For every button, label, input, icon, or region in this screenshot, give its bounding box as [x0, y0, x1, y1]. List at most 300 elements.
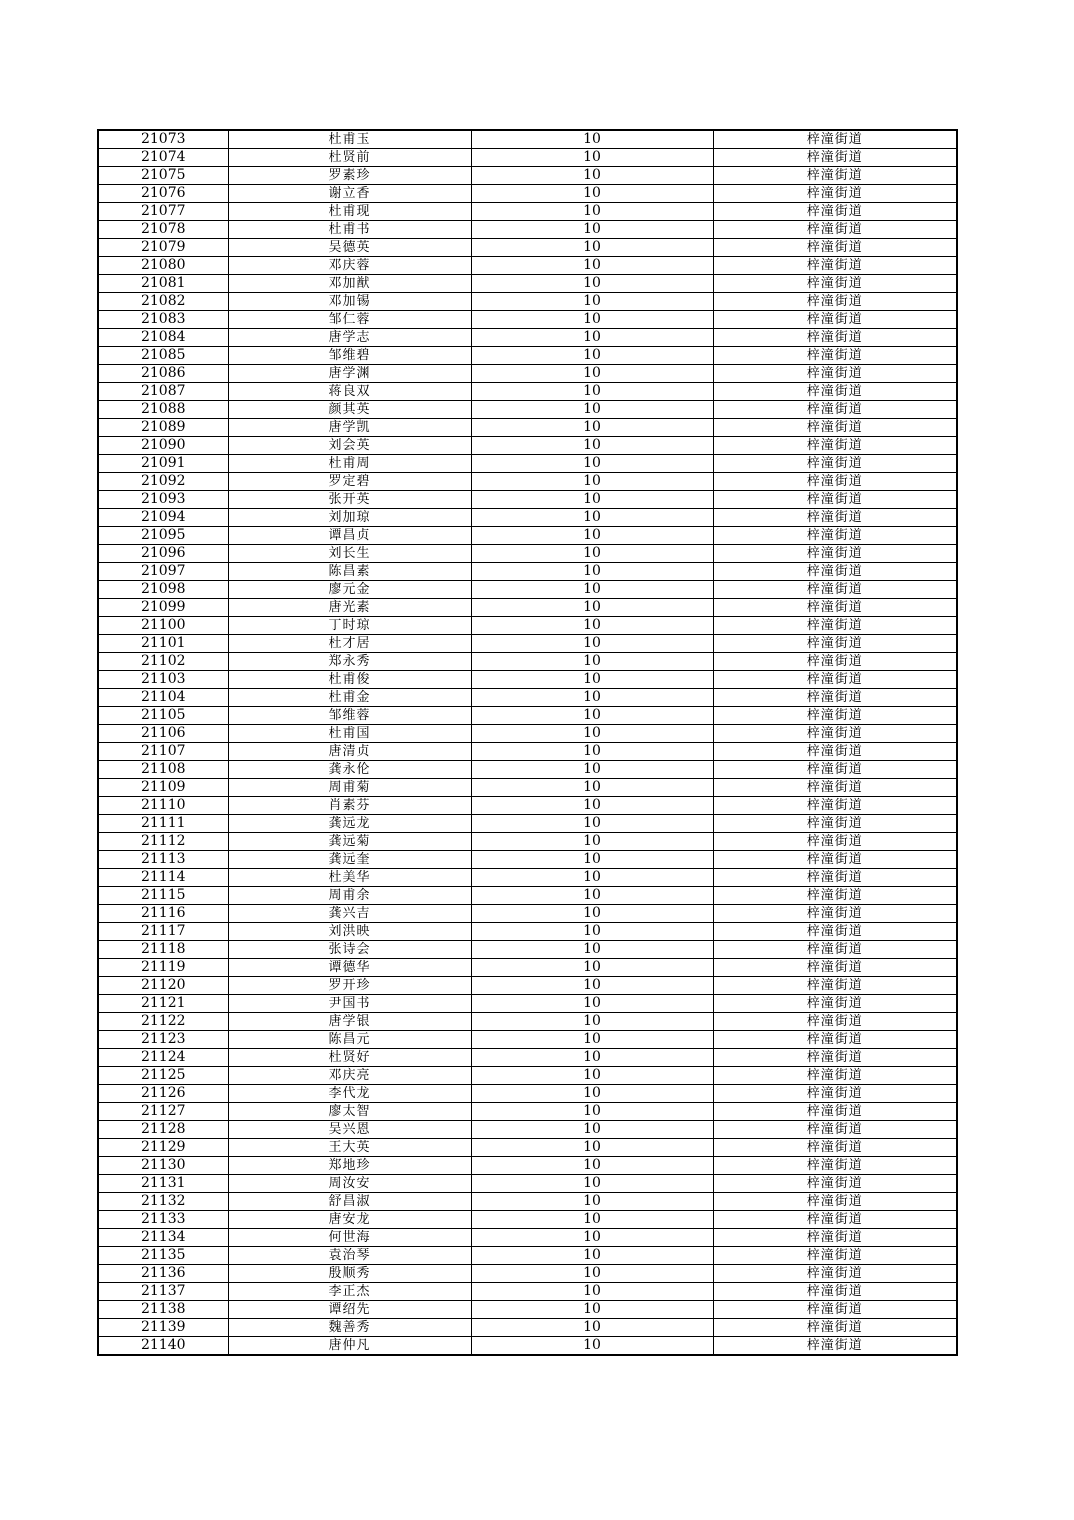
- row-number-cell: 21104: [98, 689, 228, 707]
- person-name-cell: 唐光素: [228, 599, 471, 617]
- person-name-cell: 龚远龙: [228, 815, 471, 833]
- row-number-cell: 21096: [98, 545, 228, 563]
- street-cell: 梓潼街道: [713, 419, 957, 437]
- street-cell: 梓潼街道: [713, 689, 957, 707]
- street-cell: 梓潼街道: [713, 869, 957, 887]
- person-name-cell: 廖元金: [228, 581, 471, 599]
- row-number-cell: 21128: [98, 1121, 228, 1139]
- person-name-cell: 郑永秀: [228, 653, 471, 671]
- amount-cell: 10: [471, 1049, 713, 1067]
- amount-cell: 10: [471, 1175, 713, 1193]
- amount-cell: 10: [471, 545, 713, 563]
- person-name-cell: 杜贤好: [228, 1049, 471, 1067]
- row-number-cell: 21091: [98, 455, 228, 473]
- street-cell: 梓潼街道: [713, 293, 957, 311]
- person-name-cell: 刘加琼: [228, 509, 471, 527]
- person-name-cell: 周甫余: [228, 887, 471, 905]
- person-name-cell: 周甫菊: [228, 779, 471, 797]
- row-number-cell: 21125: [98, 1067, 228, 1085]
- amount-cell: 10: [471, 563, 713, 581]
- street-cell: 梓潼街道: [713, 599, 957, 617]
- street-cell: 梓潼街道: [713, 959, 957, 977]
- table-row: [98, 671, 957, 689]
- street-cell: 梓潼街道: [713, 509, 957, 527]
- row-number-cell: 21132: [98, 1193, 228, 1211]
- person-name-cell: 何世海: [228, 1229, 471, 1247]
- row-number-cell: 21107: [98, 743, 228, 761]
- table-row: [98, 1319, 957, 1337]
- table-row: [98, 401, 957, 419]
- amount-cell: 10: [471, 509, 713, 527]
- table-row: [98, 581, 957, 599]
- table-row: [98, 527, 957, 545]
- table-row: [98, 1337, 957, 1356]
- street-cell: 梓潼街道: [713, 1301, 957, 1319]
- table-row: [98, 293, 957, 311]
- amount-cell: 10: [471, 527, 713, 545]
- amount-cell: 10: [471, 941, 713, 959]
- roster-table-body: [98, 130, 957, 1355]
- street-cell: 梓潼街道: [713, 941, 957, 959]
- table-row: [98, 1193, 957, 1211]
- amount-cell: 10: [471, 1265, 713, 1283]
- amount-cell: 10: [471, 923, 713, 941]
- row-number-cell: 21109: [98, 779, 228, 797]
- table-row: [98, 653, 957, 671]
- street-cell: 梓潼街道: [713, 1211, 957, 1229]
- amount-cell: 10: [471, 365, 713, 383]
- amount-cell: 10: [471, 1319, 713, 1337]
- person-name-cell: 袁治琴: [228, 1247, 471, 1265]
- street-cell: 梓潼街道: [713, 221, 957, 239]
- street-cell: 梓潼街道: [713, 815, 957, 833]
- street-cell: 梓潼街道: [713, 797, 957, 815]
- amount-cell: 10: [471, 329, 713, 347]
- amount-cell: 10: [471, 761, 713, 779]
- person-name-cell: 唐学渊: [228, 365, 471, 383]
- row-number-cell: 21100: [98, 617, 228, 635]
- amount-cell: 10: [471, 1013, 713, 1031]
- street-cell: 梓潼街道: [713, 851, 957, 869]
- amount-cell: 10: [471, 1121, 713, 1139]
- row-number-cell: 21079: [98, 239, 228, 257]
- amount-cell: 10: [471, 149, 713, 167]
- amount-cell: 10: [471, 1247, 713, 1265]
- amount-cell: 10: [471, 130, 713, 149]
- person-name-cell: 罗素珍: [228, 167, 471, 185]
- amount-cell: 10: [471, 1229, 713, 1247]
- table-row: [98, 1013, 957, 1031]
- amount-cell: 10: [471, 473, 713, 491]
- person-name-cell: 龚兴吉: [228, 905, 471, 923]
- row-number-cell: 21114: [98, 869, 228, 887]
- table-row: [98, 1049, 957, 1067]
- row-number-cell: 21119: [98, 959, 228, 977]
- person-name-cell: 杜美华: [228, 869, 471, 887]
- person-name-cell: 邓庆亮: [228, 1067, 471, 1085]
- row-number-cell: 21077: [98, 203, 228, 221]
- row-number-cell: 21131: [98, 1175, 228, 1193]
- row-number-cell: 21082: [98, 293, 228, 311]
- table-row: [98, 365, 957, 383]
- table-row: [98, 779, 957, 797]
- table-row: [98, 887, 957, 905]
- amount-cell: 10: [471, 293, 713, 311]
- amount-cell: 10: [471, 797, 713, 815]
- table-row: [98, 347, 957, 365]
- amount-cell: 10: [471, 185, 713, 203]
- person-name-cell: 罗定碧: [228, 473, 471, 491]
- table-row: [98, 203, 957, 221]
- table-row: [98, 1283, 957, 1301]
- street-cell: 梓潼街道: [713, 130, 957, 149]
- row-number-cell: 21102: [98, 653, 228, 671]
- person-name-cell: 龚永伦: [228, 761, 471, 779]
- amount-cell: 10: [471, 167, 713, 185]
- amount-cell: 10: [471, 1301, 713, 1319]
- amount-cell: 10: [471, 959, 713, 977]
- row-number-cell: 21078: [98, 221, 228, 239]
- person-name-cell: 谢立香: [228, 185, 471, 203]
- table-row: [98, 509, 957, 527]
- table-row: [98, 130, 957, 149]
- person-name-cell: 刘长生: [228, 545, 471, 563]
- street-cell: 梓潼街道: [713, 1337, 957, 1356]
- person-name-cell: 杜甫金: [228, 689, 471, 707]
- street-cell: 梓潼街道: [713, 437, 957, 455]
- table-row: [98, 1121, 957, 1139]
- row-number-cell: 21088: [98, 401, 228, 419]
- table-row: [98, 869, 957, 887]
- row-number-cell: 21122: [98, 1013, 228, 1031]
- row-number-cell: 21138: [98, 1301, 228, 1319]
- amount-cell: 10: [471, 995, 713, 1013]
- person-name-cell: 杜甫现: [228, 203, 471, 221]
- amount-cell: 10: [471, 617, 713, 635]
- table-row: [98, 1139, 957, 1157]
- table-row: [98, 815, 957, 833]
- table-row: [98, 311, 957, 329]
- row-number-cell: 21094: [98, 509, 228, 527]
- table-row: [98, 1301, 957, 1319]
- amount-cell: 10: [471, 887, 713, 905]
- amount-cell: 10: [471, 257, 713, 275]
- person-name-cell: 邹仁蓉: [228, 311, 471, 329]
- street-cell: 梓潼街道: [713, 887, 957, 905]
- street-cell: 梓潼街道: [713, 1265, 957, 1283]
- street-cell: 梓潼街道: [713, 635, 957, 653]
- row-number-cell: 21085: [98, 347, 228, 365]
- person-name-cell: 杜贤前: [228, 149, 471, 167]
- street-cell: 梓潼街道: [713, 149, 957, 167]
- amount-cell: 10: [471, 833, 713, 851]
- person-name-cell: 唐学银: [228, 1013, 471, 1031]
- table-row: [98, 1157, 957, 1175]
- street-cell: 梓潼街道: [713, 527, 957, 545]
- person-name-cell: 李正杰: [228, 1283, 471, 1301]
- row-number-cell: 21111: [98, 815, 228, 833]
- street-cell: 梓潼街道: [713, 275, 957, 293]
- table-row: [98, 1175, 957, 1193]
- person-name-cell: 杜甫国: [228, 725, 471, 743]
- row-number-cell: 21099: [98, 599, 228, 617]
- street-cell: 梓潼街道: [713, 995, 957, 1013]
- person-name-cell: 谭德华: [228, 959, 471, 977]
- amount-cell: 10: [471, 311, 713, 329]
- street-cell: 梓潼街道: [713, 311, 957, 329]
- row-number-cell: 21121: [98, 995, 228, 1013]
- row-number-cell: 21116: [98, 905, 228, 923]
- amount-cell: 10: [471, 671, 713, 689]
- table-row: [98, 635, 957, 653]
- amount-cell: 10: [471, 1157, 713, 1175]
- street-cell: 梓潼街道: [713, 401, 957, 419]
- row-number-cell: 21092: [98, 473, 228, 491]
- person-name-cell: 张开英: [228, 491, 471, 509]
- table-row: [98, 1103, 957, 1121]
- table-row: [98, 491, 957, 509]
- street-cell: 梓潼街道: [713, 491, 957, 509]
- row-number-cell: 21095: [98, 527, 228, 545]
- street-cell: 梓潼街道: [713, 905, 957, 923]
- row-number-cell: 21134: [98, 1229, 228, 1247]
- row-number-cell: 21135: [98, 1247, 228, 1265]
- street-cell: 梓潼街道: [713, 779, 957, 797]
- person-name-cell: 龚远奎: [228, 851, 471, 869]
- person-name-cell: 谭昌贞: [228, 527, 471, 545]
- row-number-cell: 21123: [98, 1031, 228, 1049]
- street-cell: 梓潼街道: [713, 1085, 957, 1103]
- table-row: [98, 599, 957, 617]
- person-name-cell: 刘会英: [228, 437, 471, 455]
- table-row: [98, 1211, 957, 1229]
- person-name-cell: 吴兴恩: [228, 1121, 471, 1139]
- street-cell: 梓潼街道: [713, 761, 957, 779]
- row-number-cell: 21103: [98, 671, 228, 689]
- amount-cell: 10: [471, 1139, 713, 1157]
- roster-table: [97, 129, 958, 1356]
- table-row: [98, 833, 957, 851]
- street-cell: 梓潼街道: [713, 185, 957, 203]
- table-row: [98, 725, 957, 743]
- person-name-cell: 廖太智: [228, 1103, 471, 1121]
- amount-cell: 10: [471, 851, 713, 869]
- amount-cell: 10: [471, 599, 713, 617]
- row-number-cell: 21084: [98, 329, 228, 347]
- table-row: [98, 419, 957, 437]
- row-number-cell: 21133: [98, 1211, 228, 1229]
- person-name-cell: 邓加猷: [228, 275, 471, 293]
- person-name-cell: 唐学志: [228, 329, 471, 347]
- amount-cell: 10: [471, 491, 713, 509]
- row-number-cell: 21127: [98, 1103, 228, 1121]
- row-number-cell: 21097: [98, 563, 228, 581]
- person-name-cell: 唐学凯: [228, 419, 471, 437]
- row-number-cell: 21076: [98, 185, 228, 203]
- table-row: [98, 1229, 957, 1247]
- amount-cell: 10: [471, 725, 713, 743]
- person-name-cell: 李代龙: [228, 1085, 471, 1103]
- row-number-cell: 21117: [98, 923, 228, 941]
- person-name-cell: 丁时琼: [228, 617, 471, 635]
- street-cell: 梓潼街道: [713, 167, 957, 185]
- table-row: [98, 959, 957, 977]
- table-row: [98, 1247, 957, 1265]
- row-number-cell: 21137: [98, 1283, 228, 1301]
- row-number-cell: 21093: [98, 491, 228, 509]
- amount-cell: 10: [471, 383, 713, 401]
- street-cell: 梓潼街道: [713, 725, 957, 743]
- row-number-cell: 21120: [98, 977, 228, 995]
- table-row: [98, 977, 957, 995]
- amount-cell: 10: [471, 455, 713, 473]
- person-name-cell: 殷顺秀: [228, 1265, 471, 1283]
- person-name-cell: 杜才居: [228, 635, 471, 653]
- row-number-cell: 21106: [98, 725, 228, 743]
- table-row: [98, 383, 957, 401]
- table-row: [98, 923, 957, 941]
- street-cell: 梓潼街道: [713, 1103, 957, 1121]
- amount-cell: 10: [471, 581, 713, 599]
- street-cell: 梓潼街道: [713, 1013, 957, 1031]
- amount-cell: 10: [471, 869, 713, 887]
- amount-cell: 10: [471, 1031, 713, 1049]
- row-number-cell: 21130: [98, 1157, 228, 1175]
- table-row: [98, 257, 957, 275]
- street-cell: 梓潼街道: [713, 347, 957, 365]
- row-number-cell: 21080: [98, 257, 228, 275]
- person-name-cell: 谭绍先: [228, 1301, 471, 1319]
- table-row: [98, 545, 957, 563]
- row-number-cell: 21110: [98, 797, 228, 815]
- amount-cell: 10: [471, 1085, 713, 1103]
- street-cell: 梓潼街道: [713, 1319, 957, 1337]
- amount-cell: 10: [471, 707, 713, 725]
- table-row: [98, 689, 957, 707]
- street-cell: 梓潼街道: [713, 977, 957, 995]
- row-number-cell: 21136: [98, 1265, 228, 1283]
- table-row: [98, 563, 957, 581]
- person-name-cell: 陈昌元: [228, 1031, 471, 1049]
- row-number-cell: 21087: [98, 383, 228, 401]
- amount-cell: 10: [471, 437, 713, 455]
- street-cell: 梓潼街道: [713, 1175, 957, 1193]
- table-row: [98, 437, 957, 455]
- table-row: [98, 1031, 957, 1049]
- street-cell: 梓潼街道: [713, 365, 957, 383]
- amount-cell: 10: [471, 239, 713, 257]
- street-cell: 梓潼街道: [713, 563, 957, 581]
- street-cell: 梓潼街道: [713, 329, 957, 347]
- person-name-cell: 魏善秀: [228, 1319, 471, 1337]
- amount-cell: 10: [471, 779, 713, 797]
- row-number-cell: 21073: [98, 130, 228, 149]
- street-cell: 梓潼街道: [713, 923, 957, 941]
- row-number-cell: 21089: [98, 419, 228, 437]
- street-cell: 梓潼街道: [713, 455, 957, 473]
- table-row: [98, 239, 957, 257]
- person-name-cell: 吴德英: [228, 239, 471, 257]
- street-cell: 梓潼街道: [713, 257, 957, 275]
- row-number-cell: 21075: [98, 167, 228, 185]
- person-name-cell: 邓加锡: [228, 293, 471, 311]
- table-row: [98, 1265, 957, 1283]
- street-cell: 梓潼街道: [713, 581, 957, 599]
- table-row: [98, 473, 957, 491]
- row-number-cell: 21081: [98, 275, 228, 293]
- table-row: [98, 185, 957, 203]
- table-row: [98, 1067, 957, 1085]
- person-name-cell: 舒昌淑: [228, 1193, 471, 1211]
- amount-cell: 10: [471, 689, 713, 707]
- street-cell: 梓潼街道: [713, 1139, 957, 1157]
- person-name-cell: 蒋良双: [228, 383, 471, 401]
- table-row: [98, 761, 957, 779]
- amount-cell: 10: [471, 635, 713, 653]
- street-cell: 梓潼街道: [713, 203, 957, 221]
- row-number-cell: 21090: [98, 437, 228, 455]
- table-row: [98, 1085, 957, 1103]
- row-number-cell: 21124: [98, 1049, 228, 1067]
- amount-cell: 10: [471, 743, 713, 761]
- amount-cell: 10: [471, 419, 713, 437]
- row-number-cell: 21139: [98, 1319, 228, 1337]
- table-row: [98, 941, 957, 959]
- row-number-cell: 21118: [98, 941, 228, 959]
- street-cell: 梓潼街道: [713, 473, 957, 491]
- person-name-cell: 杜甫俊: [228, 671, 471, 689]
- street-cell: 梓潼街道: [713, 239, 957, 257]
- person-name-cell: 龚远菊: [228, 833, 471, 851]
- street-cell: 梓潼街道: [713, 1283, 957, 1301]
- row-number-cell: 21108: [98, 761, 228, 779]
- person-name-cell: 邓庆蓉: [228, 257, 471, 275]
- row-number-cell: 21113: [98, 851, 228, 869]
- person-name-cell: 罗开珍: [228, 977, 471, 995]
- amount-cell: 10: [471, 1211, 713, 1229]
- table-row: [98, 617, 957, 635]
- person-name-cell: 唐清贞: [228, 743, 471, 761]
- person-name-cell: 刘洪映: [228, 923, 471, 941]
- street-cell: 梓潼街道: [713, 833, 957, 851]
- row-number-cell: 21074: [98, 149, 228, 167]
- person-name-cell: 郑地珍: [228, 1157, 471, 1175]
- table-row: [98, 995, 957, 1013]
- table-row: [98, 707, 957, 725]
- table-row: [98, 851, 957, 869]
- amount-cell: 10: [471, 1193, 713, 1211]
- person-name-cell: 邹维蓉: [228, 707, 471, 725]
- person-name-cell: 周汝安: [228, 1175, 471, 1193]
- amount-cell: 10: [471, 1283, 713, 1301]
- row-number-cell: 21083: [98, 311, 228, 329]
- amount-cell: 10: [471, 221, 713, 239]
- row-number-cell: 21086: [98, 365, 228, 383]
- person-name-cell: 杜甫周: [228, 455, 471, 473]
- amount-cell: 10: [471, 977, 713, 995]
- amount-cell: 10: [471, 401, 713, 419]
- person-name-cell: 邹维碧: [228, 347, 471, 365]
- street-cell: 梓潼街道: [713, 671, 957, 689]
- street-cell: 梓潼街道: [713, 1049, 957, 1067]
- row-number-cell: 21105: [98, 707, 228, 725]
- table-row: [98, 221, 957, 239]
- amount-cell: 10: [471, 275, 713, 293]
- amount-cell: 10: [471, 653, 713, 671]
- amount-cell: 10: [471, 203, 713, 221]
- street-cell: 梓潼街道: [713, 653, 957, 671]
- street-cell: 梓潼街道: [713, 617, 957, 635]
